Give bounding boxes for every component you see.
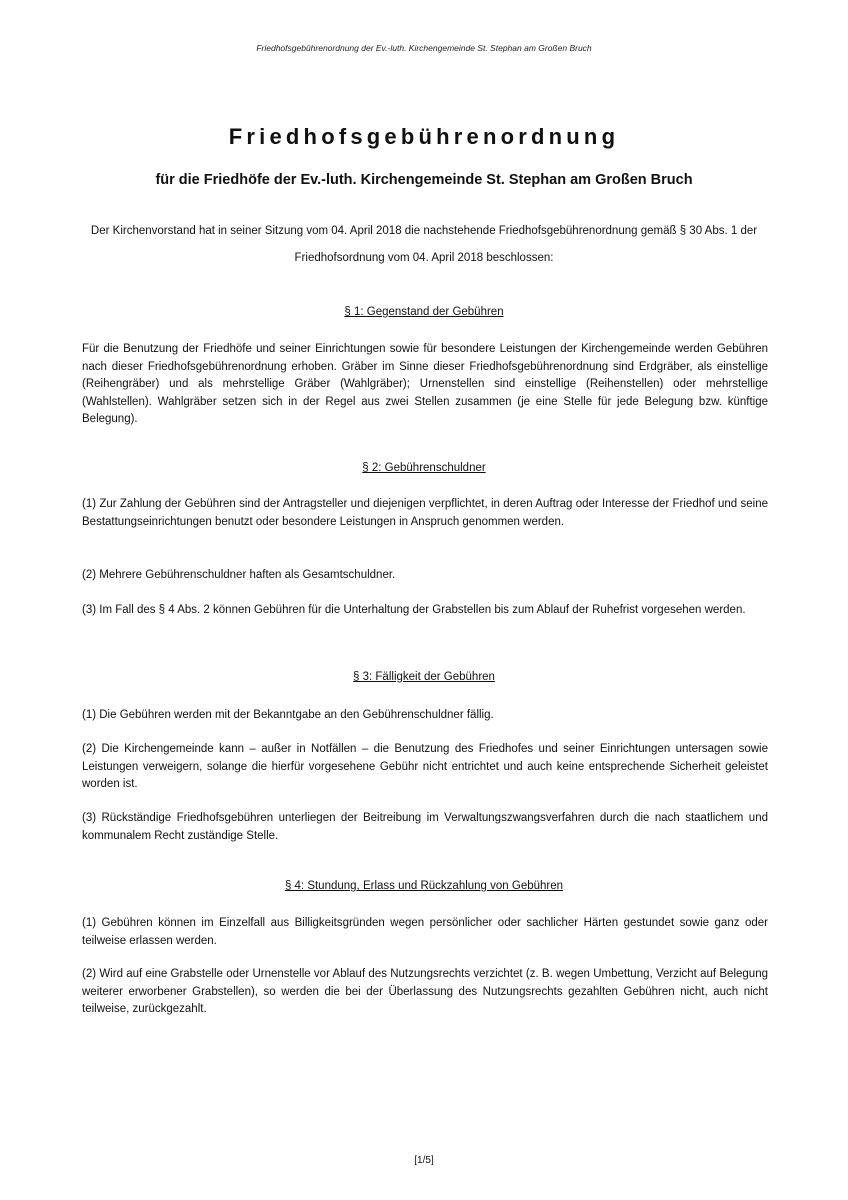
section-2-paragraph-2: (2) Mehrere Gebührenschuldner haften als Gesamtschuldner. <box>82 569 396 581</box>
intro-paragraph: Der Kirchenvorstand hat in seiner Sitzung vom 04. April 2018 die nachstehende Friedhofsgebührenordnung gemäß § 30 Abs. 1 der Friedhofsordnung vom 04. April 2018 beschlossen: <box>90 225 758 264</box>
section-1-paragraph-1: Für die Benutzung der Friedhöfe und seiner Einrichtungen sowie für besondere Leistungen der Kirchengemeinde werden Gebühren nach dieser Friedhofsgebührenordnung erhoben. Gräber im Sinne dieser Friedhofsgebührenordnung sind Erdgräber, als einstellige (Reihengräber) und als mehrstellige Gräber (Wahlgräber); Urnenstellen sind einstellige (Reihenstellen) oder mehrstellige (Wahlstellen). Wahlgräber setzen sich in der Regel aus zwei Stellen zusammen (je eine Stelle für jede Belegung bzw. künftige Belegung). <box>82 343 768 426</box>
section-4-paragraph-2: (2) Wird auf eine Grabstelle oder Urnenstelle vor Ablauf des Nutzungsrechts verzichtet (z. B. wegen Umbettung, Verzicht auf Belegung weiterer erworbener Grabstellen), so werden die bei der Überlassung des Nutzungsrechts gezahlten Gebühren nicht, auch nicht teilweise, zurückgezahlt. <box>82 968 768 1016</box>
section-3-paragraph-1: (1) Die Gebühren werden mit der Bekanntgabe an den Gebührenschuldner fällig. <box>82 709 494 721</box>
section-heading-3: § 3: Fälligkeit der Gebühren <box>353 671 495 683</box>
section-heading-2: § 2: Gebührenschuldner <box>362 462 486 474</box>
section-4-paragraph-1: (1) Gebühren können im Einzelfall aus Billigkeitsgründen wegen persönlicher oder sachlicher Härten gestundet sowie ganz oder teilweise erlassen werden. <box>82 917 768 947</box>
section-2-paragraph-1: (1) Zur Zahlung der Gebühren sind der Antragsteller und diejenigen verpflichtet, in deren Auftrag oder Interesse der Friedhof und seine Bestattungseinrichtungen benutzt oder besondere Leistungen in Anspruch genommen werden. <box>82 498 768 528</box>
document-title: Friedhofsgebührenordnung <box>228 124 620 149</box>
document-subtitle: für die Friedhöfe der Ev.-luth. Kirchengemeinde St. Stephan am Großen Bruch <box>155 172 693 188</box>
section-3-paragraph-2: (2) Die Kirchengemeinde kann – außer in Notfällen – die Benutzung des Friedhofes und seiner Einrichtungen untersagen sowie Leistungen verweigern, solange die hierfür vorgesehene Gebühr nicht entrichtet und auch keine entsprechende Sicherheit geleistet worden ist. <box>82 743 768 791</box>
section-2-paragraph-3: (3) Im Fall des § 4 Abs. 2 können Gebühren für die Unterhaltung der Grabstellen bis zum Ablauf der Ruhefrist vorgesehen werden. <box>82 604 746 616</box>
running-header: Friedhofsgebührenordnung der Ev.-luth. Kirchengemeinde St. Stephan am Großen Bruch <box>256 43 592 53</box>
section-3-paragraph-3: (3) Rückständige Friedhofsgebühren unterliegen der Beitreibung im Verwaltungszwangsverfahren durch die nach staatlichem und kommunalem Recht zuständige Stelle. <box>82 812 768 842</box>
section-heading-1: § 1: Gegenstand der Gebühren <box>344 306 504 318</box>
section-heading-4: § 4: Stundung, Erlass und Rückzahlung von Gebühren <box>284 880 564 892</box>
page-number: [1/5] <box>414 1155 434 1166</box>
